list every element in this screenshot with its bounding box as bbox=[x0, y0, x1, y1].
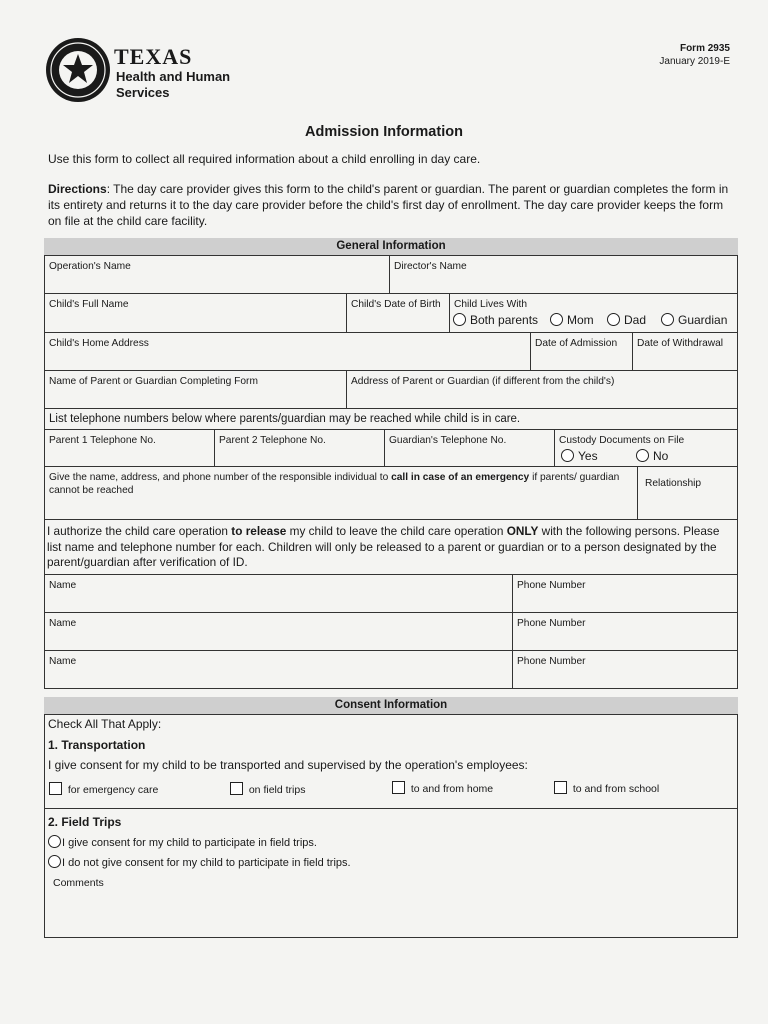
radio-icon[interactable] bbox=[607, 313, 620, 326]
parent-address-field[interactable]: Address of Parent or Guardian (if different from the child's) bbox=[346, 370, 738, 409]
directors-name-field[interactable]: Director's Name bbox=[389, 255, 738, 294]
form-number: Form 2935 bbox=[679, 43, 730, 54]
form-date: January 2019-E bbox=[659, 56, 730, 67]
release-name-field[interactable]: Name bbox=[44, 574, 513, 613]
transport-home[interactable]: to and from home bbox=[392, 781, 493, 795]
consent-info-header: Consent Information bbox=[44, 697, 738, 714]
date-of-withdrawal-field[interactable]: Date of Withdrawal bbox=[632, 332, 738, 371]
childs-dob-field[interactable]: Child's Date of Birth bbox=[346, 293, 450, 333]
relationship-field[interactable]: Relationship bbox=[637, 466, 738, 520]
transportation-title: 1. Transportation bbox=[48, 738, 146, 752]
parent1-phone-field[interactable]: Parent 1 Telephone No. bbox=[44, 429, 215, 467]
radio-icon[interactable] bbox=[661, 313, 674, 326]
check-all-label: Check All That Apply: bbox=[48, 717, 162, 731]
radio-icon[interactable] bbox=[636, 449, 649, 462]
radio-icon[interactable] bbox=[550, 313, 563, 326]
transportation-text: I give consent for my child to be transported and supervised by the operation's employees: bbox=[48, 758, 528, 772]
custody-no-option[interactable]: No bbox=[636, 449, 668, 463]
parent-completing-field[interactable]: Name of Parent or Guardian Completing Form bbox=[44, 370, 347, 409]
radio-icon[interactable] bbox=[48, 835, 61, 848]
org-subtitle-line2: Services bbox=[116, 85, 170, 100]
custody-docs-group: Custody Documents on File bbox=[554, 429, 738, 467]
child-lives-with-group: Child Lives With bbox=[449, 293, 738, 333]
texas-seal-icon bbox=[44, 36, 112, 104]
lives-with-mom[interactable]: Mom bbox=[550, 313, 594, 327]
field-trip-consent-no[interactable]: I do not give consent for my child to participate in field trips. bbox=[48, 855, 351, 869]
release-phone-field[interactable]: Phone Number bbox=[512, 574, 738, 613]
phone-intro: List telephone numbers below where parents/guardian may be reached while child is in care. bbox=[44, 408, 738, 430]
release-authorization-text: I authorize the child care operation to release my child to leave the child care operation ONLY with the following persons. Please list name and telephone number for each. Children will only be released to a parent or guardian or to a person designated by the parent/guardian after verification of ID. bbox=[44, 519, 738, 575]
comments-field[interactable] bbox=[52, 892, 732, 932]
release-name-field[interactable]: Name bbox=[44, 650, 513, 689]
checkbox-icon[interactable] bbox=[49, 782, 62, 795]
form-id-block bbox=[659, 42, 730, 68]
emergency-contact-field[interactable]: Give the name, address, and phone number of the responsible individual to call in case of an emergency if parents/ guardian cannot be reached bbox=[44, 466, 638, 520]
release-phone-field[interactable]: Phone Number bbox=[512, 612, 738, 651]
release-phone-field[interactable]: Phone Number bbox=[512, 650, 738, 689]
custody-yes-option[interactable]: Yes bbox=[561, 449, 598, 463]
page-title: Admission Information bbox=[305, 124, 463, 140]
radio-icon[interactable] bbox=[561, 449, 574, 462]
parent2-phone-field[interactable]: Parent 2 Telephone No. bbox=[214, 429, 385, 467]
checkbox-icon[interactable] bbox=[230, 782, 243, 795]
transport-school[interactable]: to and from school bbox=[554, 781, 659, 795]
lives-with-both-parents[interactable]: Both parents bbox=[453, 313, 538, 327]
checkbox-icon[interactable] bbox=[392, 781, 405, 794]
lives-with-guardian[interactable]: Guardian bbox=[661, 313, 727, 327]
radio-icon[interactable] bbox=[48, 855, 61, 868]
home-address-field[interactable]: Child's Home Address bbox=[44, 332, 531, 371]
checkbox-icon[interactable] bbox=[554, 781, 567, 794]
transport-field-trips[interactable]: on field trips bbox=[230, 782, 305, 796]
operations-name-field[interactable]: Operation's Name bbox=[44, 255, 390, 294]
general-info-header: General Information bbox=[44, 238, 738, 255]
radio-icon[interactable] bbox=[453, 313, 466, 326]
field-trips-title: 2. Field Trips bbox=[48, 815, 122, 829]
org-title: TEXAS bbox=[114, 44, 193, 69]
comments-label: Comments bbox=[53, 877, 104, 889]
childs-full-name-field[interactable]: Child's Full Name bbox=[44, 293, 347, 333]
directions-body: : The day care provider gives this form to the child's parent or guardian. The parent or guardian completes the form in its entirety and returns it to the day care provider before the child's first day of enrollment. The day care provider keeps the form on file at the child care facility. bbox=[48, 182, 729, 228]
org-subtitle-line1: Health and Human bbox=[116, 69, 231, 84]
field-trip-consent-yes[interactable]: I give consent for my child to participate in field trips. bbox=[48, 835, 317, 849]
date-of-admission-field[interactable]: Date of Admission bbox=[530, 332, 633, 371]
directions-text bbox=[48, 181, 736, 229]
transport-emergency-care[interactable]: for emergency care bbox=[49, 782, 158, 796]
agency-logo bbox=[44, 36, 234, 108]
lives-with-dad[interactable]: Dad bbox=[607, 313, 646, 327]
directions-label: Directions bbox=[48, 182, 107, 196]
release-name-field[interactable]: Name bbox=[44, 612, 513, 651]
intro-text: Use this form to collect all required information about a child enrolling in day care. bbox=[48, 152, 481, 166]
guardian-phone-field[interactable]: Guardian's Telephone No. bbox=[384, 429, 555, 467]
